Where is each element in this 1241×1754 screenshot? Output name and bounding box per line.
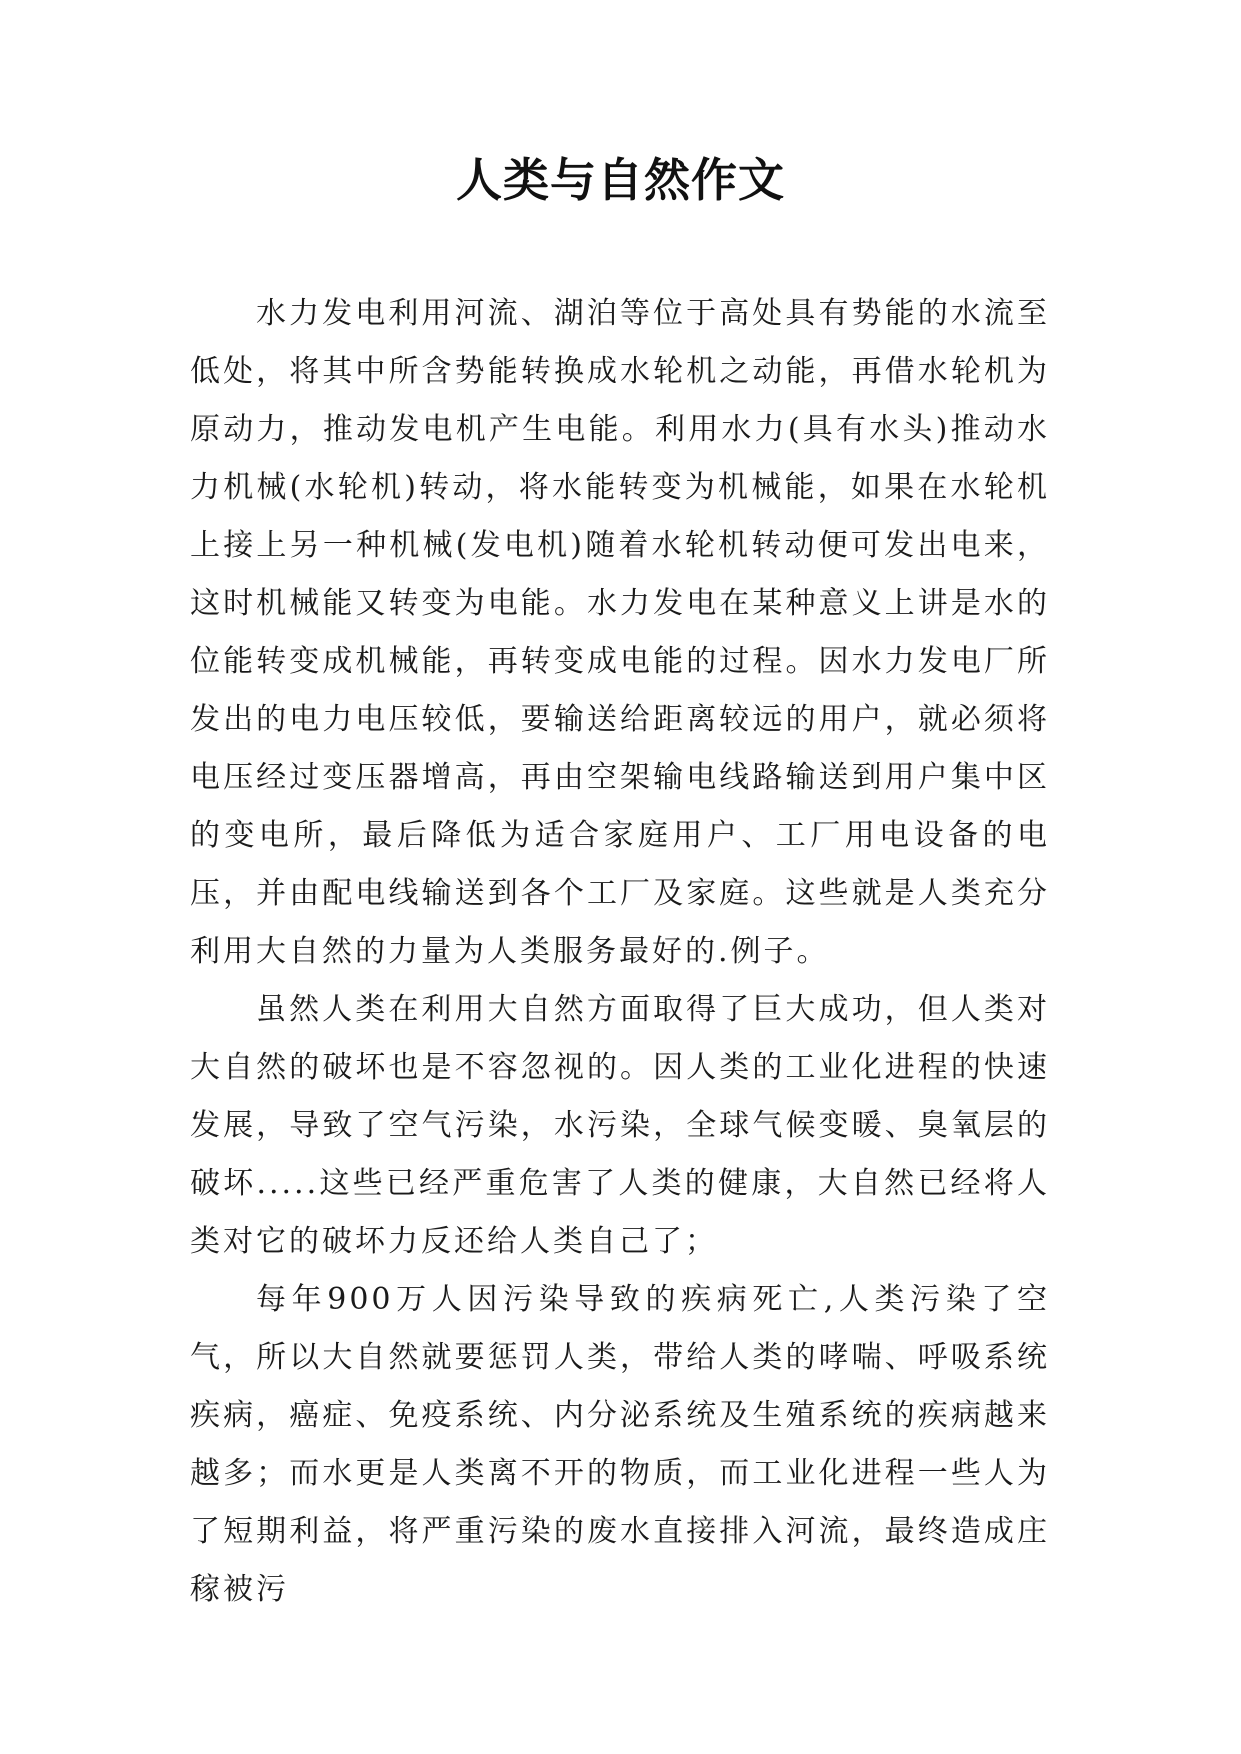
document-body — [190, 285, 1050, 1619]
paragraph-2: 虽然人类在利用大自然方面取得了巨大成功，但人类对大自然的破坏也是不容忽视的。因人类的工业化进程的快速发展，导致了空气污染，水污染，全球气候变暖、臭氧层的破坏.....这些已经严重危害了人类的健康，大自然已经将人类对它的破坏力反还给人类自己了； — [190, 992, 1050, 1259]
paragraph-3: 每年900万人因污染导致的疾病死亡,人类污染了空气，所以大自然就要惩罚人类，带给人类的哮喘、呼吸系统疾病，癌症、免疫系统、内分泌系统及生殖系统的疾病越来越多；而水更是人类离不开的物质，而工业化进程一些人为了短期利益，将严重污染的废水直接排入河流，最终造成庄稼被污 — [190, 1282, 1050, 1607]
document-title: 人类与自然作文 — [456, 153, 785, 207]
paragraph-1: 水力发电利用河流、湖泊等位于高处具有势能的水流至低处，将其中所含势能转换成水轮机之动能，再借水轮机为原动力，推动发电机产生电能。利用水力(具有水头)推动水力机械(水轮机)转动，将水能转变为机械能，如果在水轮机上接上另一种机械(发电机)随着水轮机转动便可发出电来，这时机械能又转变为电能。水力发电在某种意义上讲是水的位能转变成机械能，再转变成电能的过程。因水力发电厂所发出的电力电压较低，要输送给距离较远的用户，就必须将电压经过变压器增高，再由空架输电线路输送到用户集中区的变电所，最后降低为适合家庭用户、工厂用电设备的电压，并由配电线输送到各个工厂及家庭。这些就是人类充分利用大自然的力量为人类服务最好的.例子。 — [190, 296, 1050, 969]
